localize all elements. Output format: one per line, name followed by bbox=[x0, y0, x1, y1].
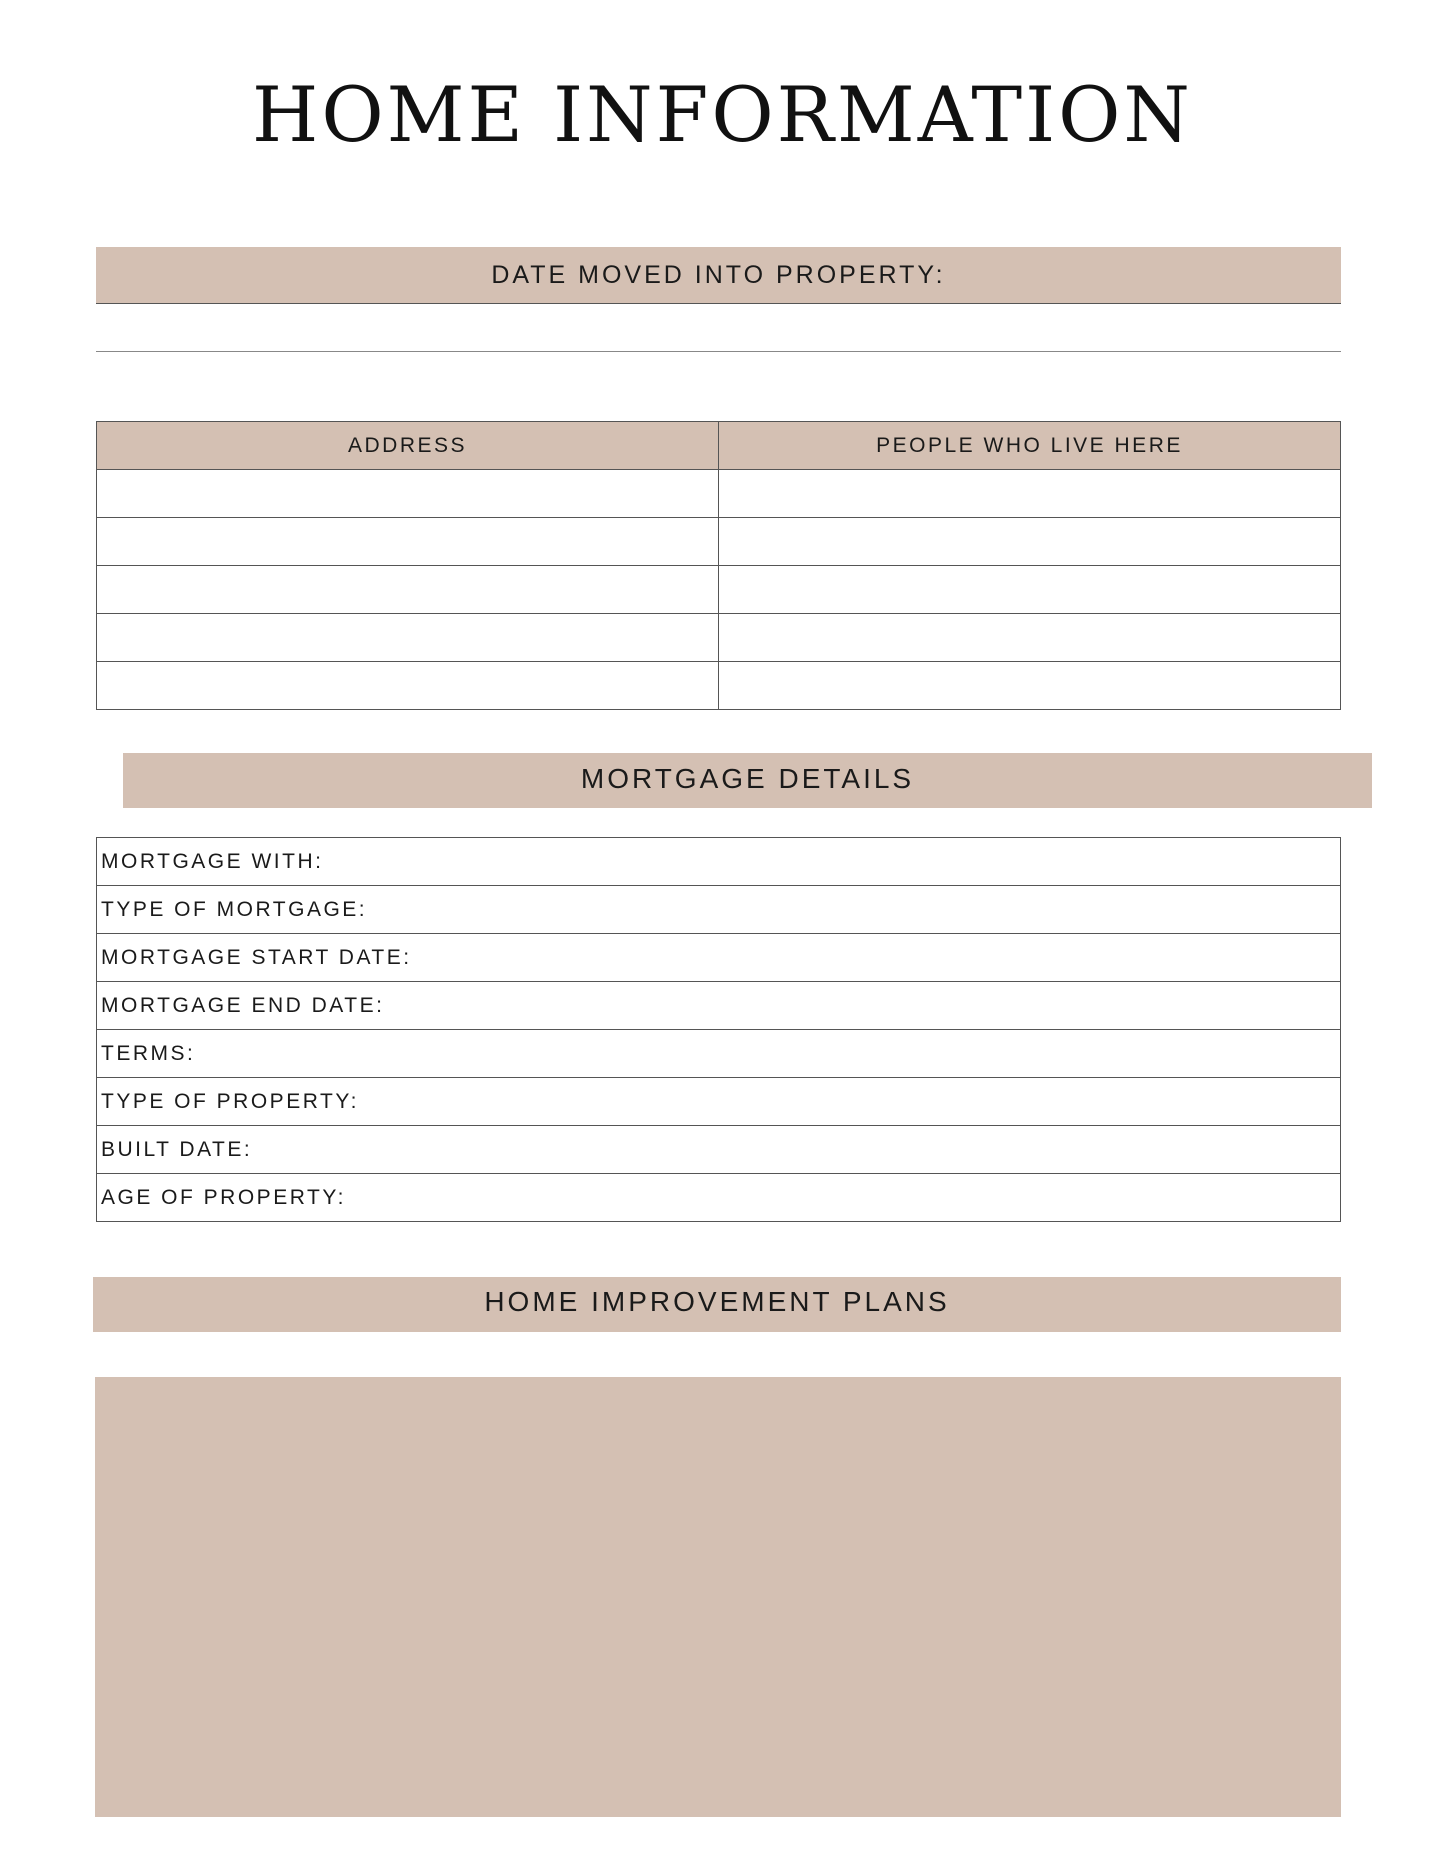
mortgage-type-field[interactable]: TYPE OF MORTGAGE: bbox=[97, 886, 1341, 934]
mortgage-details-header: MORTGAGE DETAILS bbox=[123, 753, 1372, 808]
mortgage-row bbox=[97, 1078, 1341, 1126]
address-cell[interactable] bbox=[97, 566, 719, 614]
address-cell[interactable] bbox=[97, 614, 719, 662]
mortgage-with-field[interactable]: MORTGAGE WITH: bbox=[97, 838, 1341, 886]
home-improvement-notes-area[interactable] bbox=[95, 1377, 1341, 1817]
date-moved-header: DATE MOVED INTO PROPERTY: bbox=[96, 247, 1341, 304]
date-moved-entry-line[interactable] bbox=[96, 351, 1341, 352]
address-column-header: ADDRESS bbox=[97, 422, 719, 470]
terms-field[interactable]: TERMS: bbox=[97, 1030, 1341, 1078]
people-column-header: PEOPLE WHO LIVE HERE bbox=[719, 422, 1341, 470]
address-cell[interactable] bbox=[97, 662, 719, 710]
table-header-row bbox=[97, 422, 1341, 470]
table-row bbox=[97, 662, 1341, 710]
mortgage-row bbox=[97, 1030, 1341, 1078]
property-age-field[interactable]: AGE OF PROPERTY: bbox=[97, 1174, 1341, 1222]
built-date-field[interactable]: BUILT DATE: bbox=[97, 1126, 1341, 1174]
table-row bbox=[97, 470, 1341, 518]
mortgage-row bbox=[97, 838, 1341, 886]
people-cell[interactable] bbox=[719, 566, 1341, 614]
mortgage-details-table bbox=[96, 837, 1341, 1222]
people-cell[interactable] bbox=[719, 470, 1341, 518]
mortgage-start-date-field[interactable]: MORTGAGE START DATE: bbox=[97, 934, 1341, 982]
mortgage-row bbox=[97, 982, 1341, 1030]
address-cell[interactable] bbox=[97, 470, 719, 518]
property-type-field[interactable]: TYPE OF PROPERTY: bbox=[97, 1078, 1341, 1126]
mortgage-row bbox=[97, 1174, 1341, 1222]
mortgage-row bbox=[97, 1126, 1341, 1174]
mortgage-end-date-field[interactable]: MORTGAGE END DATE: bbox=[97, 982, 1341, 1030]
table-row bbox=[97, 518, 1341, 566]
mortgage-row bbox=[97, 934, 1341, 982]
address-cell[interactable] bbox=[97, 518, 719, 566]
table-row bbox=[97, 614, 1341, 662]
page-title: HOME INFORMATION bbox=[252, 70, 1193, 159]
home-improvement-header: HOME IMPROVEMENT PLANS bbox=[93, 1277, 1341, 1332]
people-cell[interactable] bbox=[719, 518, 1341, 566]
people-cell[interactable] bbox=[719, 614, 1341, 662]
people-cell[interactable] bbox=[719, 662, 1341, 710]
table-row bbox=[97, 566, 1341, 614]
mortgage-row bbox=[97, 886, 1341, 934]
address-people-table bbox=[96, 421, 1341, 710]
